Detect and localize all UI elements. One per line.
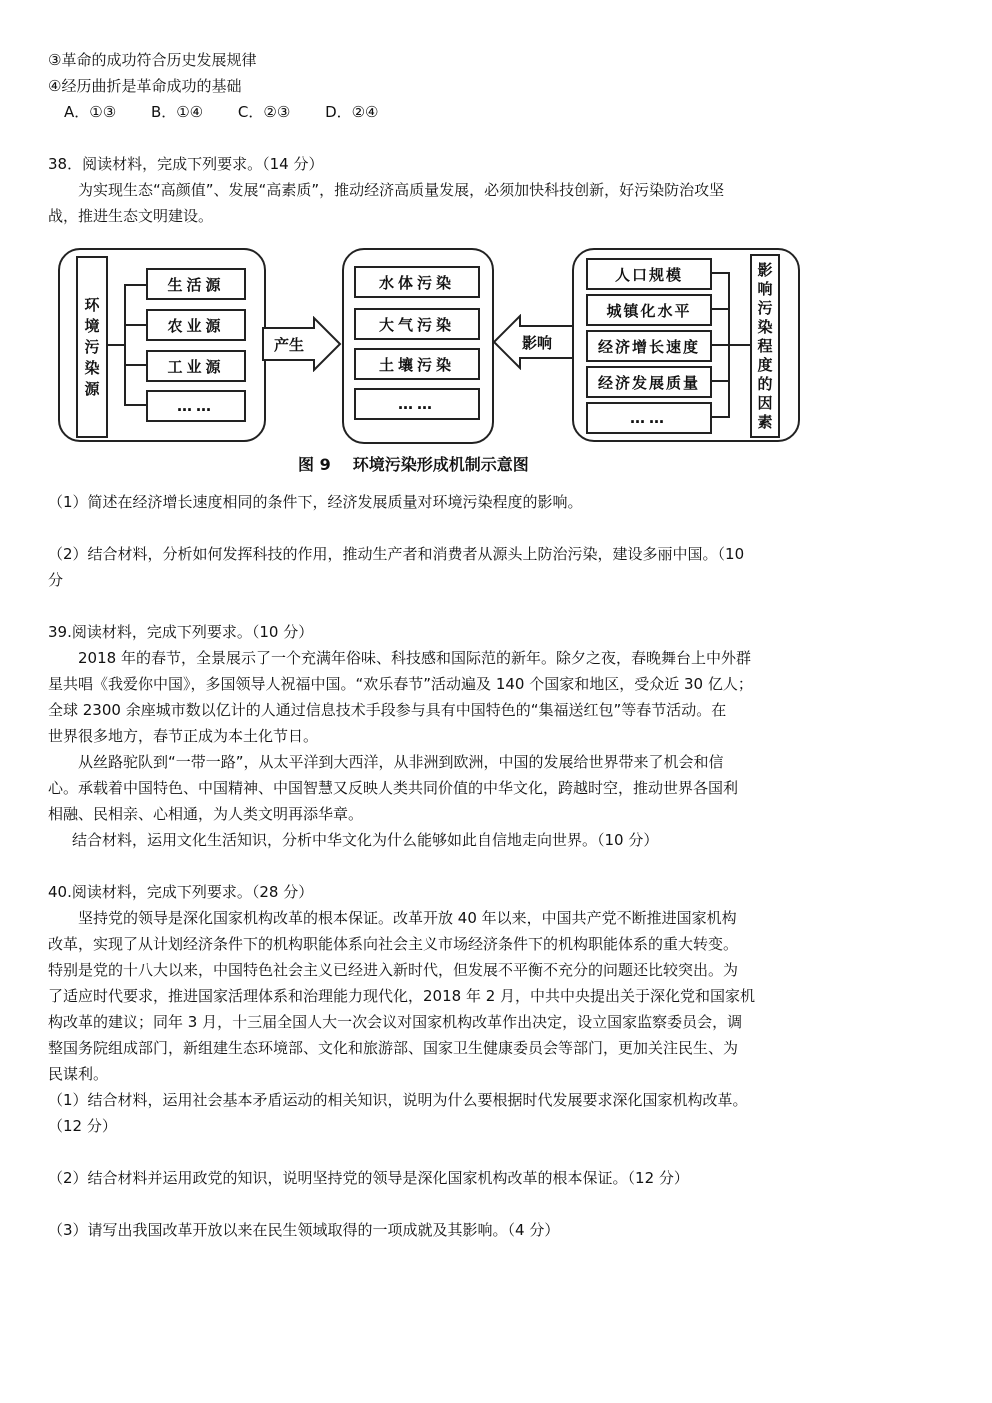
option-b[interactable]: B．①④	[150, 103, 204, 121]
q38-sub2-cont: 分	[48, 571, 64, 589]
q39-line: 相融、民相亲、心相通，为人类文明再添华章。	[48, 805, 364, 823]
figure-title: 环境污染形成机制示意图	[352, 455, 529, 474]
q38-sub1: （1）简述在经济增长速度相同的条件下，经济发展质量对环境污染程度的影响。	[48, 493, 583, 511]
option-d[interactable]: D．②④	[325, 103, 379, 121]
connector-line	[710, 344, 730, 346]
connector-line	[124, 324, 146, 326]
pollution-type-item: 水体污染	[354, 266, 480, 298]
q39-line: 世界很多地方，春节正成为本土化节日。	[48, 727, 319, 745]
q38-sub2: （2）结合材料，分析如何发挥科技的作用，推动生产者和消费者从源头上防治污染，建设多丽中国。（10	[48, 545, 745, 563]
connector-line	[710, 380, 730, 382]
factor-item: 经济增长速度	[586, 330, 712, 362]
arrow-label-influence: 影响	[522, 334, 553, 352]
title-char: 染	[84, 358, 100, 377]
pollution-type-item: 大气污染	[354, 308, 480, 340]
q38-header: 38．阅读材料，完成下列要求。（14 分）	[48, 155, 324, 173]
q40-header: 40.阅读材料，完成下列要求。（28 分）	[48, 883, 314, 901]
q40-line: 构改革的建议；同年 3 月，十三届全国人大一次会议对国家机构改革作出决定，设立国家监察委员会，调	[48, 1013, 743, 1031]
q39-line: 星共唱《我爱你中国》，多国领导人祝福中国。“欢乐春节”活动遍及 140 个国家和地区，受众近 30 亿人；	[48, 675, 753, 693]
option-c[interactable]: C．②③	[237, 103, 291, 121]
q39-line: 心。承载着中国特色、中国精神、中国智慧又反映人类共同价值的中华文化，跨越时空，推动世界各国利	[48, 779, 739, 797]
title-char: 素	[757, 412, 773, 431]
q39-header: 39.阅读材料，完成下列要求。（10 分）	[48, 623, 314, 641]
figure-number: 图 9	[298, 455, 331, 474]
title-char: 污	[84, 337, 100, 356]
connector-line	[124, 364, 146, 366]
title-char: 环	[84, 295, 100, 314]
title-char: 因	[757, 393, 773, 412]
q40-sub3: （3）请写出我国改革开放以来在民生领域取得的一项成就及其影响。（4 分）	[48, 1221, 560, 1239]
q40-sub1-cont: （12 分）	[48, 1117, 117, 1135]
q40-sub2: （2）结合材料并运用政党的知识，说明坚持党的领导是深化国家机构改革的根本保证。（12 分）	[48, 1169, 689, 1187]
pollution-sources-title	[76, 256, 108, 438]
source-item: 工业源	[146, 350, 246, 382]
connector-line	[106, 344, 126, 346]
connector-line	[710, 272, 730, 274]
pollution-type-item: ……	[354, 388, 480, 420]
q40-line: 坚持党的领导是深化国家机构改革的根本保证。改革开放 40 年以来，中国共产党不断推进国家机构	[78, 909, 737, 927]
source-item: 农业源	[146, 309, 246, 341]
title-char: 污	[757, 298, 773, 317]
q39-line: 从丝路驼队到“一带一路”，从太平洋到大西洋，从非洲到欧洲，中国的发展给世界带来了机会和信	[78, 753, 724, 771]
influencing-factors-title	[750, 254, 780, 438]
q39-task: 结合材料，运用文化生活知识，分析中华文化为什么能够如此自信地走向世界。（10 分）	[72, 831, 659, 849]
figure-caption	[298, 452, 529, 475]
q38-material-line: 战，推进生态文明建设。	[48, 207, 214, 225]
title-char: 染	[757, 317, 773, 336]
connector-line	[124, 284, 146, 286]
title-char: 程	[757, 336, 773, 355]
q40-line: 民谋利。	[48, 1065, 109, 1083]
factor-item: 经济发展质量	[586, 366, 712, 398]
answer-options	[64, 102, 409, 122]
arrow-label-produce: 产生	[274, 336, 305, 354]
statement-3: ③革命的成功符合历史发展规律	[48, 51, 257, 69]
title-char: 境	[84, 316, 100, 335]
q40-line: 整国务院组成部门，新组建生态环境部、文化和旅游部、国家卫生健康委员会等部门，更加关注民生、为	[48, 1039, 739, 1057]
connector-line	[124, 404, 146, 406]
connector-line	[124, 284, 126, 406]
source-item: ……	[146, 390, 246, 422]
q38-material-line: 为实现生态“高颜值”、发展“高素质”，推动经济高质量发展，必须加快科技创新，好污染防治攻坚	[78, 181, 725, 199]
q40-line: 了适应时代要求，推进国家活理体系和治理能力现代化，2018 年 2 月，中共中央提出关于深化党和国家机	[48, 987, 756, 1005]
source-item: 生活源	[146, 268, 246, 300]
statement-4: ④经历曲折是革命成功的基础	[48, 77, 242, 95]
connector-line	[710, 308, 730, 310]
connector-line	[728, 344, 750, 346]
title-char: 影	[757, 260, 773, 279]
q40-line: 特别是党的十八大以来，中国特色社会主义已经进入新时代，但发展不平衡不充分的问题还比较突出。为	[48, 961, 739, 979]
q40-sub1: （1）结合材料，运用社会基本矛盾运动的相关知识，说明为什么要根据时代发展要求深化国家机构改革。	[48, 1091, 748, 1109]
connector-line	[710, 416, 730, 418]
title-char: 源	[84, 379, 100, 398]
factor-item: 城镇化水平	[586, 294, 712, 326]
q39-line: 2018 年的春节，全景展示了一个充满年俗味、科技感和国际范的新年。除夕之夜，春晚舞台上中外群	[78, 649, 751, 667]
q40-line: 改革，实现了从计划经济条件下的机构职能体系向社会主义市场经济条件下的机构职能体系的重大转变。	[48, 935, 739, 953]
title-char: 的	[757, 374, 773, 393]
factor-item: 人口规模	[586, 258, 712, 290]
factor-item: ……	[586, 402, 712, 434]
option-a[interactable]: A．①③	[64, 103, 117, 121]
q39-line: 全球 2300 余座城市数以亿计的人通过信息技术手段参与具有中国特色的“集福送红包”等春节活动。在	[48, 701, 727, 719]
title-char: 度	[757, 355, 773, 374]
pollution-type-item: 土壤污染	[354, 348, 480, 380]
title-char: 响	[757, 279, 773, 298]
